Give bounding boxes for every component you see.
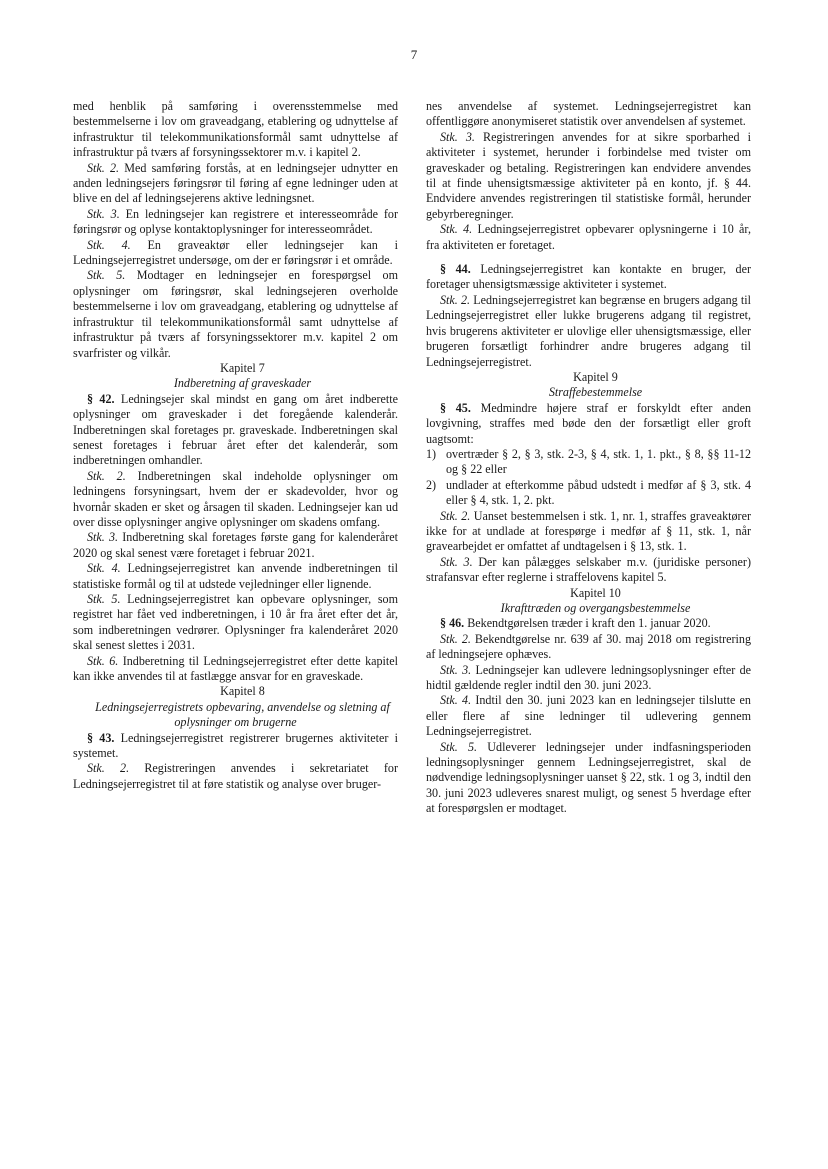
paragraph (426, 130, 751, 222)
stk-label: Stk. 2. (87, 761, 130, 776)
stk-label: Stk. 3. (440, 554, 473, 569)
paragraph-text: Ledningsejerregistret kan opbevare oplysninger, som registret har fået ved indberetningen, i 10 år fra året efter det år, som indberetningen vedrører. Oplysninger fra kalenderåret 2020 skal senest slettes i 2031. (73, 592, 398, 653)
paragraph-text: Indberetning skal foretages første gang for kalenderåret 2020 og skal senest være foretaget i februar 2021. (73, 530, 398, 560)
right-column (426, 99, 751, 817)
paragraph (73, 469, 398, 531)
paragraph (73, 592, 398, 654)
paragraph-text: Udleverer ledningsejer under indfasningsperioden ledningsoplysninger gennem Ledningsejerregistret, skal de nødvendige ledningsoplysninger uanset § 22, stk. 1 og 3, indtil den 30. juni 2023 udleveres snarest muligt, og senest 5 hverdage efter at forespørgslen er modtaget. (426, 739, 751, 816)
paragraph-text: Bekendtgørelse nr. 639 af 30. maj 2018 om registrering af ledningsejere ophæves. (426, 631, 751, 662)
paragraph-text: Ledningsejerregistret registrerer brugernes aktiviteter i systemet. (73, 730, 398, 761)
section-paragraph (426, 401, 751, 447)
chapter-subtitle: Straffebestemmelse (548, 385, 643, 400)
list-item (426, 478, 751, 509)
paragraph-text: Med samføring forstås, at en ledningsejer udnytter en anden ledningsejers føringsrør til føring af egne ledninger uden at blive en del af ledningsejerens aktive ledningsnet. (73, 160, 398, 206)
paragraph (73, 654, 398, 685)
stk-label: Stk. 4. (440, 222, 473, 237)
paragraph (426, 222, 751, 253)
stk-label: Stk. 4. (87, 237, 131, 252)
paragraph-text: Ledningsejerregistret kan anvende indberetningen til statistiske formål og til at udstede vejledninger eller lignende. (73, 561, 398, 591)
paragraph (426, 293, 751, 370)
page-number: 7 (410, 47, 418, 62)
paragraph-text: Medmindre højere straf er forskyldt efter anden lovgivning, straffes med bøde den der forsætligt eller groft uagtsomt: (426, 400, 752, 446)
paragraph-text: Registreringen anvendes for at sikre sporbarhed i aktiviteter i systemet, herunder i forbindelse med tvister om graveskader og betaling. Registreringen kan endvidere anvendes til at finde uhensigtsmæssige aktiviteter på en konto, jf. § 44. Endvidere anvendes registreringen til statistiske formål, herunder gebyrberegninger. (426, 129, 751, 221)
paragraph-text: Indberetningen skal indeholde oplysninger om ledningens forsyningsart, hvem der er skadevolder, hvor og hvornår skaden er sket og årsagen til skaden. Ledningsejer kan ud over disse oplysninger angive oplysninger om skadens omfang. (73, 468, 398, 529)
paragraph (426, 632, 751, 663)
paragraph-text: Indtil den 30. juni 2023 kan en ledningsejer tilslutte en eller flere af sine ledninger til udlevering gennem Ledningsejerregistret. (426, 693, 751, 739)
stk-label: Stk. 3. (87, 206, 120, 221)
stk-label: Stk. 3. (440, 129, 475, 144)
section-label: § 44. (440, 262, 471, 277)
chapter-title: Kapitel 9 (573, 369, 618, 384)
paragraph-text: Ledningsejerregistret kan kontakte en bruger, der foretager uhensigtsmæssige aktiviteter i systemet. (426, 262, 752, 292)
list-text: overtræder § 2, § 3, stk. 2-3, § 4, stk. 1, 1. pkt., § 8, §§ 11-12 og § 22 eller (446, 446, 751, 477)
paragraph-text: En ledningsejer kan registrere et interesseområde for føringsrør og oplyse kontaktoplysninger for interesseområdet. (73, 206, 398, 237)
list-text: undlader at efterkomme påbud udstedt i medfør af § 3, stk. 4 eller § 4, stk. 1, 2. pkt. (446, 477, 751, 508)
paragraph (73, 761, 398, 792)
paragraph (426, 509, 751, 555)
paragraph (73, 530, 398, 561)
section-label: § 45. (440, 400, 471, 415)
stk-label: Stk. 5. (87, 592, 121, 606)
stk-label: Stk. 5. (87, 268, 126, 283)
paragraph (73, 561, 398, 592)
left-column (73, 99, 398, 792)
chapter-title: Kapitel 8 (220, 684, 265, 699)
stk-label: Stk. 2. (440, 292, 471, 307)
chapter-subtitle: Ikrafttræden og overgangsbestemmelse (500, 601, 691, 615)
section-label: § 43. (87, 730, 115, 745)
paragraph-text: En graveaktør eller ledningsejer kan i Ledningsejerregistret undersøge, om der er føringsrør i et område. (73, 237, 398, 268)
stk-label: Stk. 3. (87, 530, 119, 545)
paragraph-text: Ledningsejer kan udlevere ledningsoplysninger efter de hidtil gældende regler indtil den 30. juni 2023. (426, 662, 751, 693)
paragraph-text: Ledningsejer skal mindst en gang om året indberette oplysninger om graveskader i det foregående kalenderår. Indberetningen skal foretages pr. graveskade. Indberetningen skal senest foretages i februar året efter det kalenderår, som indberetningen omhandler. (73, 391, 398, 468)
section-paragraph (73, 392, 398, 469)
paragraph (73, 268, 398, 360)
chapter-title: Kapitel 7 (220, 360, 265, 375)
chapter-subtitle: Ledningsejerregistrets opbevaring, anvendelse og sletning af oplysninger om brugerne (95, 699, 390, 730)
stk-label: Stk. 2. (440, 631, 471, 646)
paragraph (73, 207, 398, 238)
section-paragraph (73, 731, 398, 762)
chapter-subtitle: Indberetning af graveskader (173, 376, 312, 391)
list-number: 1) (426, 446, 437, 461)
stk-label: Stk. 6. (87, 653, 119, 668)
section-paragraph (426, 616, 751, 631)
stk-label: Stk. 2. (87, 160, 120, 175)
stk-label: Stk. 2. (440, 508, 471, 523)
chapter-title: Kapitel 10 (570, 585, 621, 600)
paragraph (73, 238, 398, 269)
list-item (426, 447, 751, 478)
paragraph (426, 555, 751, 586)
section-label: § 42. (87, 391, 115, 406)
stk-label: Stk. 2. (87, 468, 126, 483)
paragraph (426, 740, 751, 817)
paragraph (73, 161, 398, 207)
paragraph-text: Ledningsejerregistret opbevarer oplysningerne i 10 år, fra aktiviteten er foretaget. (426, 222, 751, 252)
stk-label: Stk. 5. (440, 739, 478, 754)
stk-label: Stk. 3. (440, 662, 472, 677)
paragraph: med henblik på samføring i overensstemmelse med bestemmelserne i lov om graveadgang, etablering og udnyttelse af infrastruktur til telekommunikationsformål samt udnyttelse af infrastruktur på tværs af forsyningssektorer m.v. i kapitel 2. (73, 99, 398, 160)
section-paragraph (426, 262, 751, 293)
section-label: § 46. (440, 616, 465, 631)
paragraph-text: Uanset bestemmelsen i stk. 1, nr. 1, straffes graveaktører ikke for at undlade at forespørge i medfør af § 11, stk. 1, når gravearbejdet er omfattet af undtagelsen i § 13, stk. 1. (426, 508, 751, 554)
paragraph-text: Indberetning til Ledningsejerregistret efter dette kapitel kan ikke anvendes til at fastlægge ansvar for en graveskade. (73, 653, 398, 684)
paragraph-text: Modtager en ledningsejer en forespørgsel om oplysninger om føringsrør, skal ledningsejeren overholde bestemmelserne i lov om graveadgang, etablering og udnyttelse af infrastruktur til telekommunikationsformål samt udnyttelse af infrastruktur på tværs af forsyningssektorer m.v. kapitel 2 om svarfrister og vilkår. (73, 268, 398, 360)
paragraph: nes anvendelse af systemet. Ledningsejerregistret kan offentliggøre anonymiseret statistik over anvendelsen af systemet. (426, 99, 751, 129)
paragraph-text: Bekendtgørelsen træder i kraft den 1. januar 2020. (464, 616, 711, 631)
stk-label: Stk. 4. (440, 693, 472, 708)
paragraph-text: Registreringen anvendes i sekretariatet for Ledningsejerregistret til at føre statistik og analyse over bruger- (73, 761, 398, 791)
list-number: 2) (426, 477, 437, 492)
paragraph (426, 663, 751, 694)
paragraph-text: Der kan pålægges selskaber m.v. (juridiske personer) strafansvar efter reglerne i straffelovens kapitel 5. (426, 554, 751, 585)
stk-label: Stk. 4. (87, 561, 121, 576)
paragraph-text: Ledningsejerregistret kan begrænse en brugers adgang til Ledningsejerregistret eller lukke brugerens adgang til registret, hvis brugerens aktiviteter er ulovlige eller uhensigtsmæssige, eller brugeren forsætligt forhindrer andre brugeres adgang til Ledningsejerregistret. (426, 292, 751, 369)
paragraph (426, 693, 751, 739)
